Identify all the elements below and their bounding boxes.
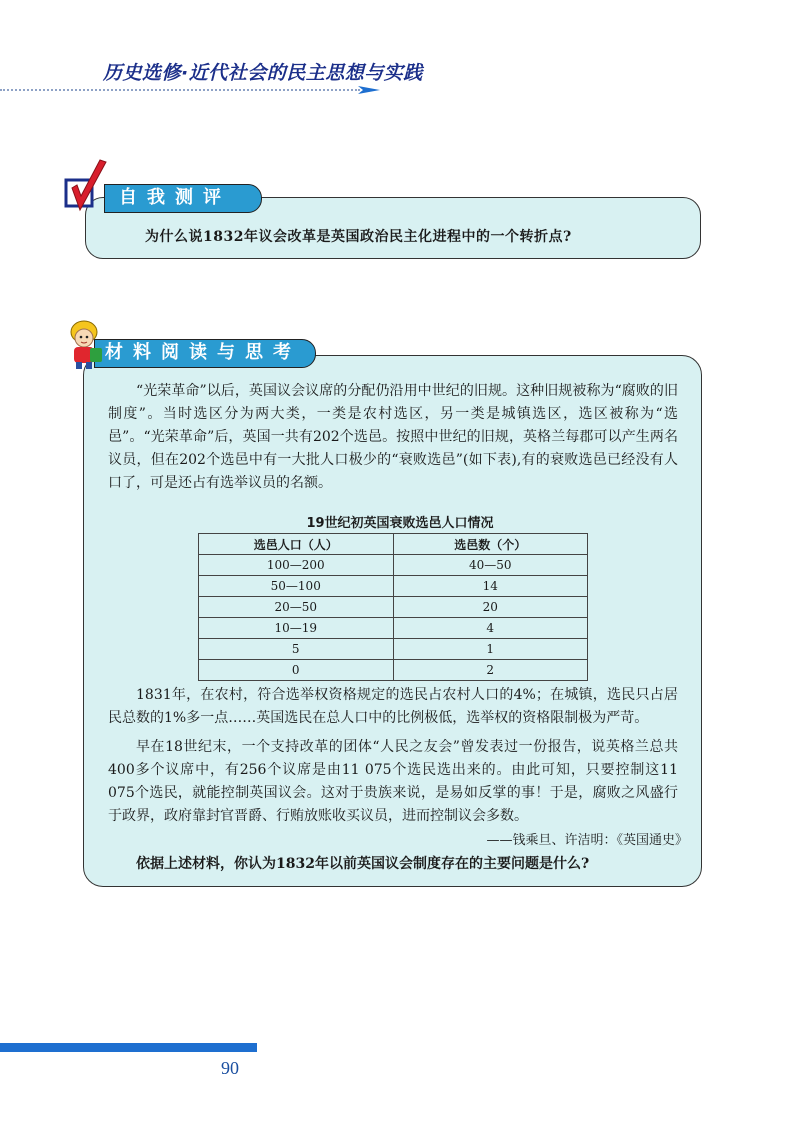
check-mark-icon: [64, 158, 110, 216]
table-row: [199, 660, 588, 681]
table-row: [199, 576, 588, 597]
table-cell: 4: [393, 618, 588, 639]
table-row: [199, 555, 588, 576]
table-header-row: [199, 534, 588, 555]
table-cell: 40—50: [393, 555, 588, 576]
header-title: 历史选修·近代社会的民主思想与实践: [103, 62, 423, 84]
column-header-population: 选邑人口（人）: [199, 534, 394, 555]
table-cell: 20—50: [199, 597, 394, 618]
column-header-count: 选邑数（个）: [393, 534, 588, 555]
table-cell: 50—100: [199, 576, 394, 597]
table-cell: 1: [393, 639, 588, 660]
source-citation: ——钱乘旦、许洁明：《英国通史》: [486, 833, 688, 848]
table-cell: 20: [393, 597, 588, 618]
table-cell: 0: [199, 660, 394, 681]
table-row: [199, 597, 588, 618]
table-cell: 2: [393, 660, 588, 681]
table-row: [199, 618, 588, 639]
table-cell: 10—19: [199, 618, 394, 639]
table-cell: 100—200: [199, 555, 394, 576]
page-number: 90: [221, 1058, 239, 1078]
reading-paragraph-1: “光荣革命”以后，英国议会议席的分配仍沿用中世纪的旧规。这种旧规被称为“腐败的旧制度”。当时选区分为两大类，一类是农村选区，另一类是城镇选区，选区被称为“选邑”。“光荣革命”后，英国一共有202个选邑。按照中世纪的旧规，英格兰每郡可以产生两名议员，但在202个选邑中有一大批人口极少的“衰败选邑”(如下表),有的衰败选邑已经没有人口了，可是还占有选举议员的名额。: [108, 383, 678, 491]
reading-paragraph-2: 1831年，在农村，符合选举权资格规定的选民占农村人口的4%；在城镇，选民只占居民总数的1%多一点……英国选民在总人口中的比例极低，选举权的资格限制极为严苛。: [108, 687, 678, 726]
header-dotted-rule: [0, 89, 360, 91]
table-row: [199, 639, 588, 660]
arrow-icon: [358, 84, 380, 96]
table-cell: 5: [199, 639, 394, 660]
table-title: 19世纪初英国衰败选邑人口情况: [306, 516, 494, 531]
self-eval-question: 为什么说1832年议会改革是英国政治民主化进程中的一个转折点?: [145, 229, 572, 245]
self-eval-tab: 自我测评: [104, 184, 262, 213]
reading-paragraph-3: 早在18世纪末，一个支持改革的团体“人民之友会”曾发表过一份报告，说英格兰总共400多个议席中，有256个议席是由11 075个选民选出来的。由此可知，只要控制这11 075个选民，就能控制英国议会。这对于贵族来说，是易如反掌的事！于是，腐败之风盛行于政界，政府靠封官晋爵、行贿放账收买议员，进而控制议会多数。: [108, 739, 678, 824]
borough-population-table: [198, 533, 588, 681]
reading-tab: 材料阅读与思考: [94, 339, 316, 368]
footer-bar: [0, 1043, 257, 1052]
final-question: 依据上述材料，你认为1832年以前英国议会制度存在的主要问题是什么?: [136, 856, 590, 872]
table-cell: 14: [393, 576, 588, 597]
mascot-icon: [64, 318, 106, 370]
